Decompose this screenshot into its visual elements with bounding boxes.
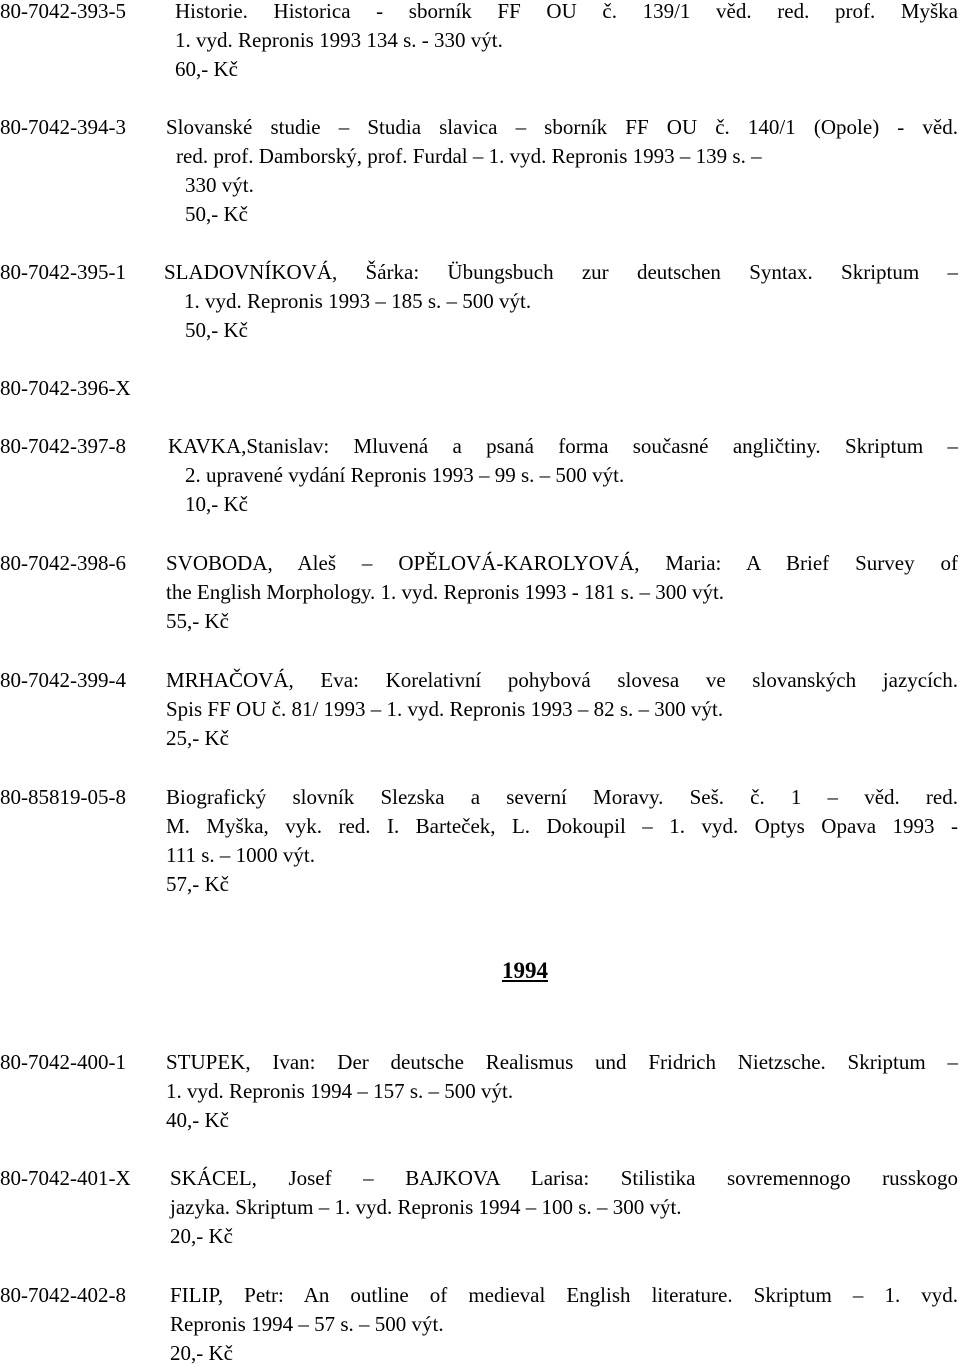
description-line: Historie. Historica - sborník FF OU č. 139/1 věd. red. prof. Myška <box>175 0 958 23</box>
description-line: MRHAČOVÁ, Eva: Korelativní pohybová slovesa ve slovanských jazycích. <box>166 668 958 692</box>
isbn: 80-7042-397-8 <box>0 434 126 458</box>
description-line: M. Myška, vyk. red. I. Barteček, L. Dokoupil – 1. vyd. Optys Opava 1993 - <box>166 814 958 838</box>
price: 40,- Kč <box>166 1108 229 1132</box>
description-line: 2. upravené vydání Repronis 1993 – 99 s. – 500 výt. <box>185 463 625 487</box>
price: 20,- Kč <box>170 1224 233 1248</box>
entry-description <box>166 783 958 870</box>
entry-description <box>168 432 958 490</box>
entry-description <box>170 1164 958 1222</box>
entry-description <box>175 0 958 55</box>
isbn: 80-7042-398-6 <box>0 551 126 575</box>
price: 55,- Kč <box>166 609 229 633</box>
description-line: 1. vyd. Repronis 1994 – 157 s. – 500 výt. <box>166 1079 514 1103</box>
description-line: 1. vyd. Repronis 1993 134 s. - 330 výt. <box>175 28 503 52</box>
isbn: 80-7042-400-1 <box>0 1050 126 1074</box>
entry-description <box>166 1048 958 1106</box>
description-line: STUPEK, Ivan: Der deutsche Realismus und Fridrich Nietzsche. Skriptum – <box>166 1050 958 1074</box>
isbn: 80-7042-399-4 <box>0 668 126 692</box>
price: 50,- Kč <box>185 318 248 342</box>
entry-description <box>164 258 958 316</box>
description-line: SLADOVNÍKOVÁ, Šárka: Übungsbuch zur deutschen Syntax. Skriptum – <box>164 260 958 284</box>
price: 60,- Kč <box>175 57 238 81</box>
price: 10,- Kč <box>185 492 248 516</box>
isbn: 80-7042-394-3 <box>0 115 126 139</box>
description-line: Repronis 1994 – 57 s. – 500 výt. <box>170 1312 444 1336</box>
description-line: 111 s. – 1000 výt. <box>166 843 315 867</box>
entry-description <box>170 1281 958 1339</box>
isbn: 80-7042-401-X <box>0 1166 131 1190</box>
description-line: Slovanské studie – Studia slavica – sborník FF OU č. 140/1 (Opole) - věd. <box>166 115 958 139</box>
description-line: Biografický slovník Slezska a severní Moravy. Seš. č. 1 – věd. red. <box>166 785 958 809</box>
year-heading: 1994 <box>502 958 548 983</box>
isbn: 80-85819-05-8 <box>0 785 126 809</box>
description-line: jazyka. Skriptum – 1. vyd. Repronis 1994 – 100 s. – 300 výt. <box>170 1195 682 1219</box>
isbn: 80-7042-402-8 <box>0 1283 126 1307</box>
isbn: 80-7042-395-1 <box>0 260 126 284</box>
entry-description <box>166 666 958 724</box>
entry-description <box>166 113 958 200</box>
description-line: the English Morphology. 1. vyd. Repronis 1993 - 181 s. – 300 výt. <box>166 580 725 604</box>
description-line: SKÁCEL, Josef – BAJKOVA Larisa: Stilistika sovremennogo russkogo <box>170 1166 958 1190</box>
price: 25,- Kč <box>166 726 229 750</box>
price: 50,- Kč <box>185 202 248 226</box>
description-line: KAVKA,Stanislav: Mluvená a psaná forma současné angličtiny. Skriptum – <box>168 434 958 458</box>
price: 20,- Kč <box>170 1341 233 1365</box>
description-line: 1. vyd. Repronis 1993 – 185 s. – 500 výt. <box>184 289 532 313</box>
description-line: Spis FF OU č. 81/ 1993 – 1. vyd. Repronis 1993 – 82 s. – 300 výt. <box>166 697 724 721</box>
price: 57,- Kč <box>166 872 229 896</box>
entry-description <box>166 549 958 607</box>
description-line: red. prof. Damborský, prof. Furdal – 1. vyd. Repronis 1993 – 139 s. – <box>176 144 762 168</box>
description-line: FILIP, Petr: An outline of medieval English literature. Skriptum – 1. vyd. <box>170 1283 958 1307</box>
description-line: 330 výt. <box>185 173 254 197</box>
description-line: SVOBODA, Aleš – OPĚLOVÁ-KAROLYOVÁ, Maria: A Brief Survey of <box>166 551 958 575</box>
isbn: 80-7042-393-5 <box>0 0 126 23</box>
isbn: 80-7042-396-X <box>0 376 131 400</box>
